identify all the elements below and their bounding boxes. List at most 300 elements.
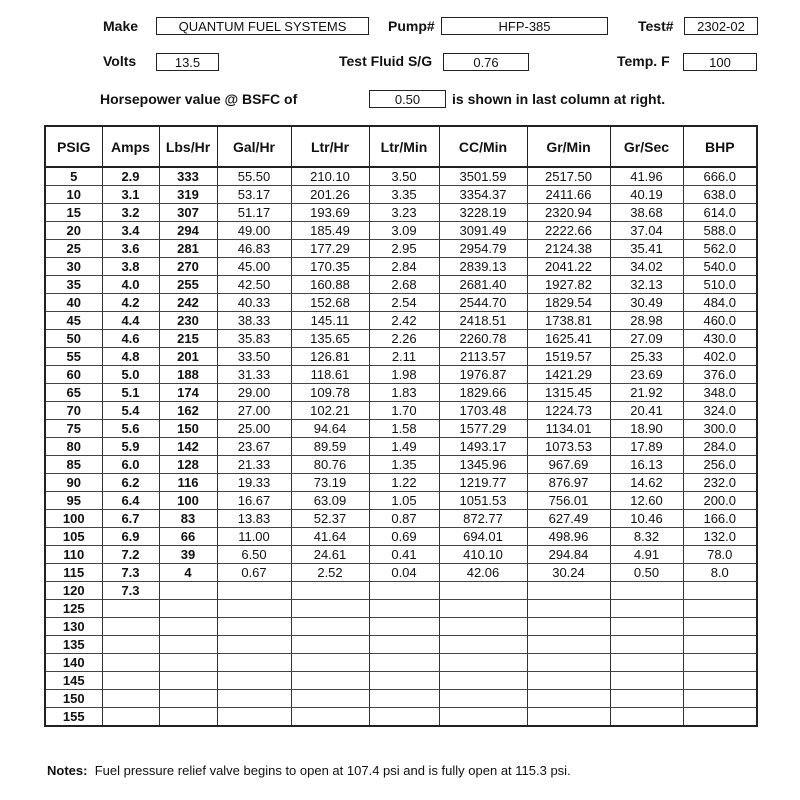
table-cell: 24.61 [291, 546, 369, 564]
test-fluid-label: Test Fluid S/G [339, 53, 433, 69]
table-cell: 201 [159, 348, 217, 366]
table-cell: 215 [159, 330, 217, 348]
table-cell: 39 [159, 546, 217, 564]
table-cell: 7.3 [102, 582, 159, 600]
table-cell: 0.69 [369, 528, 439, 546]
table-cell: 170.35 [291, 258, 369, 276]
table-cell: 562.0 [683, 240, 757, 258]
table-cell: 3.50 [369, 167, 439, 186]
column-header-cc-min: CC/Min [439, 126, 527, 167]
table-cell: 2.26 [369, 330, 439, 348]
table-row [45, 564, 757, 582]
table-cell: 27.09 [610, 330, 683, 348]
table-cell: 324.0 [683, 402, 757, 420]
table-cell: 38.33 [217, 312, 291, 330]
table-cell: 162 [159, 402, 217, 420]
table-cell [217, 672, 291, 690]
table-cell: 89.59 [291, 438, 369, 456]
table-cell [369, 618, 439, 636]
table-cell: 2260.78 [439, 330, 527, 348]
table-cell: 201.26 [291, 186, 369, 204]
table-cell: 83 [159, 510, 217, 528]
table-cell [291, 672, 369, 690]
table-cell: 1519.57 [527, 348, 610, 366]
table-cell [439, 636, 527, 654]
table-cell: 967.69 [527, 456, 610, 474]
column-header-gr-sec: Gr/Sec [610, 126, 683, 167]
table-cell: 0.50 [610, 564, 683, 582]
table-cell [527, 582, 610, 600]
table-cell: 41.96 [610, 167, 683, 186]
table-cell [159, 654, 217, 672]
table-cell [217, 636, 291, 654]
table-row [45, 258, 757, 276]
table-cell: 756.01 [527, 492, 610, 510]
table-cell: 10.46 [610, 510, 683, 528]
table-cell: 1829.66 [439, 384, 527, 402]
table-cell: 5.9 [102, 438, 159, 456]
table-cell [369, 636, 439, 654]
table-cell [610, 600, 683, 618]
table-row [45, 222, 757, 240]
table-cell: 177.29 [291, 240, 369, 258]
table-cell: 45.00 [217, 258, 291, 276]
table-cell: 2124.38 [527, 240, 610, 258]
table-cell [102, 708, 159, 727]
table-cell: 230 [159, 312, 217, 330]
table-cell: 51.17 [217, 204, 291, 222]
table-cell: 46.83 [217, 240, 291, 258]
table-cell: 53.17 [217, 186, 291, 204]
table-cell: 4.2 [102, 294, 159, 312]
table-cell: 3.35 [369, 186, 439, 204]
table-cell [217, 708, 291, 727]
table-cell: 2.84 [369, 258, 439, 276]
table-cell: 348.0 [683, 384, 757, 402]
table-cell: 102.21 [291, 402, 369, 420]
table-cell [439, 600, 527, 618]
table-cell [683, 708, 757, 727]
table-cell: 4.8 [102, 348, 159, 366]
volts-label: Volts [103, 53, 137, 69]
table-cell [369, 582, 439, 600]
table-cell: 115 [45, 564, 102, 582]
table-cell: 300.0 [683, 420, 757, 438]
table-cell [527, 672, 610, 690]
table-cell: 11.00 [217, 528, 291, 546]
table-cell [217, 654, 291, 672]
table-cell: 281 [159, 240, 217, 258]
table-cell: 100 [159, 492, 217, 510]
table-cell: 1.58 [369, 420, 439, 438]
table-cell: 90 [45, 474, 102, 492]
table-cell: 588.0 [683, 222, 757, 240]
table-cell: 55 [45, 348, 102, 366]
table-cell: 460.0 [683, 312, 757, 330]
table-cell: 2222.66 [527, 222, 610, 240]
table-row [45, 294, 757, 312]
table-cell: 1.35 [369, 456, 439, 474]
table-cell: 125 [45, 600, 102, 618]
table-cell: 2954.79 [439, 240, 527, 258]
table-cell: 16.13 [610, 456, 683, 474]
table-cell: 3.23 [369, 204, 439, 222]
table-cell: 666.0 [683, 167, 757, 186]
table-cell: 42.50 [217, 276, 291, 294]
table-cell: 1073.53 [527, 438, 610, 456]
table-cell [439, 618, 527, 636]
table-cell: 37.04 [610, 222, 683, 240]
table-cell: 145.11 [291, 312, 369, 330]
table-cell [369, 708, 439, 727]
table-cell: 376.0 [683, 366, 757, 384]
table-cell: 109.78 [291, 384, 369, 402]
table-cell [527, 654, 610, 672]
table-cell: 1.49 [369, 438, 439, 456]
table-cell: 150 [45, 690, 102, 708]
table-row [45, 546, 757, 564]
table-cell: 150 [159, 420, 217, 438]
table-cell: 872.77 [439, 510, 527, 528]
horsepower-suffix: is shown in last column at right. [452, 91, 666, 107]
table-cell [102, 654, 159, 672]
table-cell: 40.19 [610, 186, 683, 204]
table-cell [102, 618, 159, 636]
table-cell: 2.42 [369, 312, 439, 330]
table-cell: 1345.96 [439, 456, 527, 474]
table-cell: 294 [159, 222, 217, 240]
table-row [45, 636, 757, 654]
table-cell: 200.0 [683, 492, 757, 510]
table-cell: 2113.57 [439, 348, 527, 366]
table-cell: 1219.77 [439, 474, 527, 492]
table-cell: 160.88 [291, 276, 369, 294]
table-cell: 116 [159, 474, 217, 492]
table-cell: 75 [45, 420, 102, 438]
table-cell [369, 654, 439, 672]
table-cell: 31.33 [217, 366, 291, 384]
column-header-gal-hr: Gal/Hr [217, 126, 291, 167]
table-cell: 5.6 [102, 420, 159, 438]
table-cell: 3354.37 [439, 186, 527, 204]
table-cell: 1927.82 [527, 276, 610, 294]
table-cell: 3.2 [102, 204, 159, 222]
table-cell [683, 654, 757, 672]
table-cell: 2.54 [369, 294, 439, 312]
table-cell: 35 [45, 276, 102, 294]
table-cell: 135.65 [291, 330, 369, 348]
table-cell: 210.10 [291, 167, 369, 186]
temp-field: 100 [683, 53, 757, 71]
table-cell: 255 [159, 276, 217, 294]
table-row [45, 384, 757, 402]
make-label: Make [103, 18, 139, 34]
table-cell: 410.10 [439, 546, 527, 564]
table-cell: 2517.50 [527, 167, 610, 186]
table-cell: 14.62 [610, 474, 683, 492]
table-cell: 333 [159, 167, 217, 186]
table-cell: 38.68 [610, 204, 683, 222]
table-cell: 1703.48 [439, 402, 527, 420]
table-cell: 2320.94 [527, 204, 610, 222]
table-cell: 10 [45, 186, 102, 204]
table-cell: 6.50 [217, 546, 291, 564]
table-cell: 2.68 [369, 276, 439, 294]
table-cell: 2.52 [291, 564, 369, 582]
table-cell [291, 618, 369, 636]
table-cell [439, 672, 527, 690]
table-cell: 1.83 [369, 384, 439, 402]
table-cell: 66 [159, 528, 217, 546]
temp-label: Temp. F [617, 53, 670, 69]
table-cell: 12.60 [610, 492, 683, 510]
table-row [45, 618, 757, 636]
table-row [45, 420, 757, 438]
table-cell [439, 690, 527, 708]
table-row [45, 672, 757, 690]
table-cell: 80.76 [291, 456, 369, 474]
table-cell: 8.0 [683, 564, 757, 582]
table-cell: 294.84 [527, 546, 610, 564]
table-cell [369, 690, 439, 708]
table-cell: 85 [45, 456, 102, 474]
table-row [45, 167, 757, 186]
table-cell [610, 690, 683, 708]
pump-label: Pump# [388, 18, 435, 34]
table-cell [683, 600, 757, 618]
table-cell [159, 672, 217, 690]
table-cell [159, 708, 217, 727]
table-cell: 25 [45, 240, 102, 258]
table-row [45, 330, 757, 348]
table-cell [610, 618, 683, 636]
table-cell: 430.0 [683, 330, 757, 348]
table-cell: 25.00 [217, 420, 291, 438]
table-cell [527, 600, 610, 618]
table-cell: 128 [159, 456, 217, 474]
table-cell: 3.09 [369, 222, 439, 240]
table-cell [439, 582, 527, 600]
table-cell: 110 [45, 546, 102, 564]
table-cell: 65 [45, 384, 102, 402]
table-cell [683, 618, 757, 636]
table-cell: 120 [45, 582, 102, 600]
table-cell: 0.67 [217, 564, 291, 582]
table-cell: 6.7 [102, 510, 159, 528]
table-cell: 4 [159, 564, 217, 582]
table-cell: 1625.41 [527, 330, 610, 348]
table-cell [291, 636, 369, 654]
table-cell: 614.0 [683, 204, 757, 222]
table-cell: 155 [45, 708, 102, 727]
table-row [45, 528, 757, 546]
table-cell [159, 636, 217, 654]
table-cell: 60 [45, 366, 102, 384]
table-cell: 1315.45 [527, 384, 610, 402]
fuel-flow-table [44, 125, 758, 727]
table-cell: 1577.29 [439, 420, 527, 438]
table-cell: 130 [45, 618, 102, 636]
table-cell [159, 690, 217, 708]
table-cell [217, 618, 291, 636]
table-cell [291, 654, 369, 672]
table-cell: 35.41 [610, 240, 683, 258]
table-row [45, 510, 757, 528]
table-cell [369, 600, 439, 618]
table-cell: 30.49 [610, 294, 683, 312]
table-row [45, 456, 757, 474]
table-cell: 484.0 [683, 294, 757, 312]
table-cell: 232.0 [683, 474, 757, 492]
table-cell: 6.2 [102, 474, 159, 492]
table-cell: 1.98 [369, 366, 439, 384]
table-cell [610, 582, 683, 600]
table-cell [527, 618, 610, 636]
table-cell: 6.4 [102, 492, 159, 510]
column-header-amps: Amps [102, 126, 159, 167]
table-cell: 1.70 [369, 402, 439, 420]
table-cell [683, 636, 757, 654]
table-cell: 50 [45, 330, 102, 348]
table-cell: 185.49 [291, 222, 369, 240]
table-cell [369, 672, 439, 690]
table-cell [217, 600, 291, 618]
table-row [45, 276, 757, 294]
test-field: 2302-02 [684, 17, 758, 35]
table-cell: 20.41 [610, 402, 683, 420]
table-cell: 7.3 [102, 564, 159, 582]
table-cell: 118.61 [291, 366, 369, 384]
table-cell: 242 [159, 294, 217, 312]
table-cell: 63.09 [291, 492, 369, 510]
table-cell: 20 [45, 222, 102, 240]
table-cell: 5.4 [102, 402, 159, 420]
table-cell: 105 [45, 528, 102, 546]
table-cell [439, 708, 527, 727]
table-cell [102, 672, 159, 690]
table-cell [610, 708, 683, 727]
table-cell: 21.92 [610, 384, 683, 402]
table-row [45, 690, 757, 708]
table-cell: 510.0 [683, 276, 757, 294]
table-cell [527, 690, 610, 708]
table-cell: 1224.73 [527, 402, 610, 420]
table-cell: 694.01 [439, 528, 527, 546]
table-cell: 78.0 [683, 546, 757, 564]
table-cell: 95 [45, 492, 102, 510]
table-cell: 876.97 [527, 474, 610, 492]
column-header-ltr-min: Ltr/Min [369, 126, 439, 167]
table-cell: 142 [159, 438, 217, 456]
table-cell: 27.00 [217, 402, 291, 420]
table-cell: 319 [159, 186, 217, 204]
table-row [45, 366, 757, 384]
table-cell: 2041.22 [527, 258, 610, 276]
test-fluid-field: 0.76 [443, 53, 529, 71]
table-cell: 40 [45, 294, 102, 312]
table-cell: 126.81 [291, 348, 369, 366]
table-cell [610, 636, 683, 654]
table-cell: 8.32 [610, 528, 683, 546]
table-cell: 17.89 [610, 438, 683, 456]
table-cell: 4.0 [102, 276, 159, 294]
table-cell: 35.83 [217, 330, 291, 348]
table-cell: 638.0 [683, 186, 757, 204]
pump-field: HFP-385 [441, 17, 608, 35]
table-cell: 2418.51 [439, 312, 527, 330]
table-cell: 3228.19 [439, 204, 527, 222]
table-cell [102, 690, 159, 708]
table-cell: 23.67 [217, 438, 291, 456]
column-header-bhp: BHP [683, 126, 757, 167]
table-row [45, 474, 757, 492]
table-cell: 70 [45, 402, 102, 420]
table-cell: 4.6 [102, 330, 159, 348]
table-cell [291, 582, 369, 600]
table-cell [291, 708, 369, 727]
table-cell: 3.6 [102, 240, 159, 258]
table-cell: 3501.59 [439, 167, 527, 186]
table-row [45, 186, 757, 204]
table-cell: 256.0 [683, 456, 757, 474]
table-cell: 1.22 [369, 474, 439, 492]
table-header-row [45, 126, 757, 167]
table-row [45, 582, 757, 600]
table-cell [610, 654, 683, 672]
table-cell: 52.37 [291, 510, 369, 528]
table-cell: 4.91 [610, 546, 683, 564]
table-cell [159, 618, 217, 636]
table-cell: 402.0 [683, 348, 757, 366]
table-cell: 7.2 [102, 546, 159, 564]
volts-field: 13.5 [156, 53, 219, 71]
table-cell: 1051.53 [439, 492, 527, 510]
table-cell: 2.95 [369, 240, 439, 258]
table-cell: 42.06 [439, 564, 527, 582]
table-cell: 30 [45, 258, 102, 276]
table-cell: 2.11 [369, 348, 439, 366]
table-cell: 33.50 [217, 348, 291, 366]
notes [47, 762, 571, 780]
table-cell: 40.33 [217, 294, 291, 312]
table-cell: 80 [45, 438, 102, 456]
table-cell: 1829.54 [527, 294, 610, 312]
table-cell: 132.0 [683, 528, 757, 546]
table-cell: 3.1 [102, 186, 159, 204]
table-cell: 193.69 [291, 204, 369, 222]
table-row [45, 600, 757, 618]
table-cell [291, 690, 369, 708]
notes-label: Notes: [47, 763, 88, 778]
table-cell: 188 [159, 366, 217, 384]
column-header-gr-min: Gr/Min [527, 126, 610, 167]
table-cell: 270 [159, 258, 217, 276]
table-cell: 174 [159, 384, 217, 402]
table-cell [610, 672, 683, 690]
table-cell [159, 582, 217, 600]
table-row [45, 708, 757, 727]
table-cell: 3.4 [102, 222, 159, 240]
table-cell [683, 690, 757, 708]
make-field: QUANTUM FUEL SYSTEMS [156, 17, 369, 35]
table-cell: 34.02 [610, 258, 683, 276]
table-cell [102, 600, 159, 618]
table-cell: 0.04 [369, 564, 439, 582]
test-label: Test# [638, 18, 674, 34]
table-cell: 152.68 [291, 294, 369, 312]
table-row [45, 438, 757, 456]
table-body [45, 167, 757, 726]
